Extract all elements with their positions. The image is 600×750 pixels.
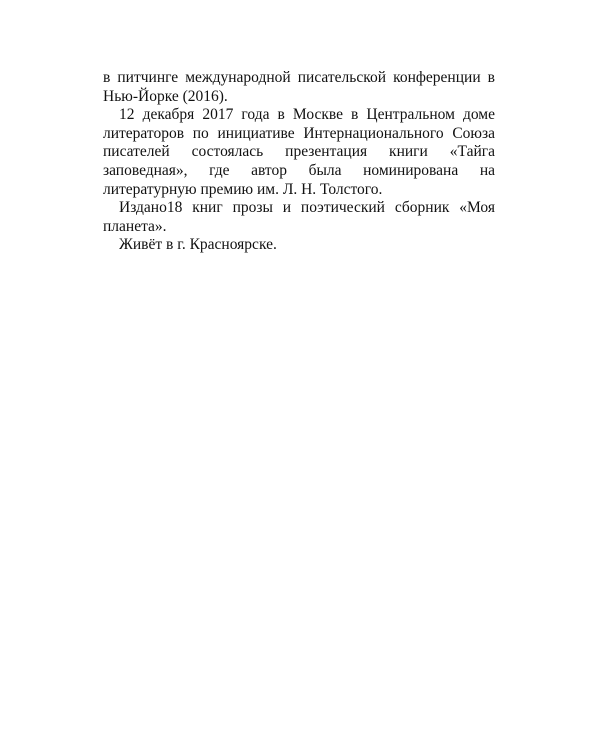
body-text <box>103 69 495 255</box>
paragraph-books: Издано18 книг прозы и поэтический сборник «Моя планета». <box>103 199 495 235</box>
paragraph-residence: Живёт в г. Красноярске. <box>119 236 277 254</box>
paragraph-conference: в питчинге международной писательской конференции в Нью-Йорке (2016). <box>103 69 495 105</box>
paragraph-presentation: 12 декабря 2017 года в Москве в Центральном доме литераторов по инициативе Интернационального Союза писателей состоялась презентация книги «Тайга заповедная», где автор была номинирована на литературную премию им. Л. Н. Толстого. <box>103 106 495 198</box>
